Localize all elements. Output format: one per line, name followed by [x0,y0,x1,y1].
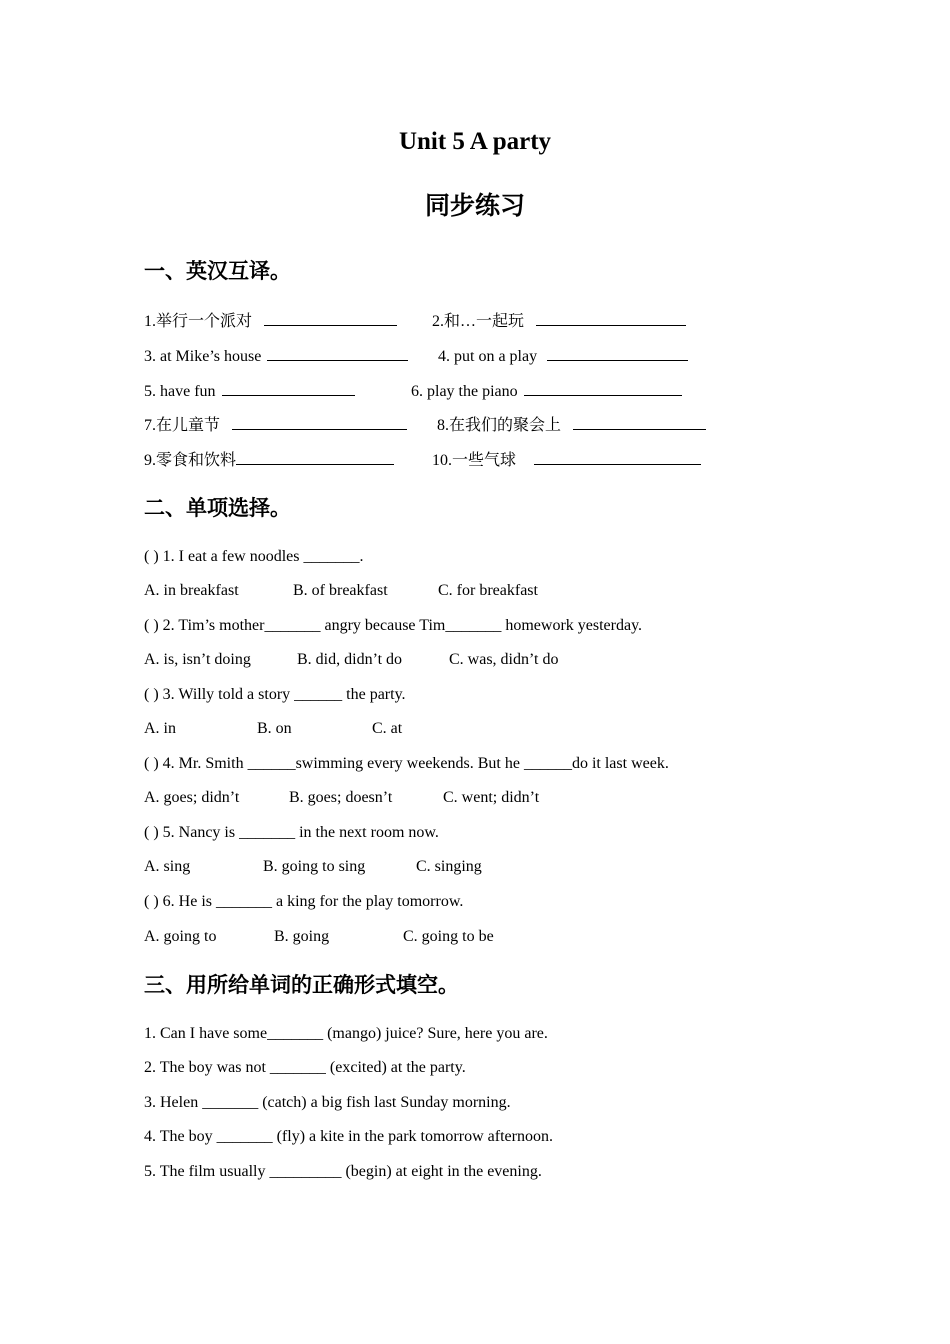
mc-option-2a[interactable]: A. is, isn’t doing [144,651,251,668]
translate-item-1 [144,310,397,332]
section3-heading: 三、用所给单词的正确形式填空。 [144,973,459,997]
page-subtitle: 同步练习 [424,193,525,220]
item-text: 9.零食和饮料 [144,452,237,469]
fill-item-2: 2. The boy was not _______ (excited) at the party. [144,1059,466,1076]
mc-option-5b[interactable]: B. going to sing [263,858,366,875]
answer-blank[interactable] [236,449,394,465]
mc-option-3c[interactable]: C. at [372,720,403,737]
answer-blank[interactable] [547,345,688,361]
item-text: 1.举行一个派对 [144,313,253,330]
mc-option-1c[interactable]: C. for breakfast [438,582,538,599]
answer-blank[interactable] [267,345,408,361]
translate-item-2 [432,310,686,332]
answer-blank[interactable] [573,414,706,430]
translate-item-7 [144,414,407,436]
mc-question-1: ( ) 1. I eat a few noodles _______. [144,548,364,565]
mc-option-2c[interactable]: C. was, didn’t do [449,651,559,668]
mc-option-5a[interactable]: A. sing [144,858,191,875]
item-text: 10.一些气球 [432,452,517,469]
mc-question-5: ( ) 5. Nancy is _______ in the next room now. [144,824,439,841]
fill-item-4: 4. The boy _______ (fly) a kite in the park tomorrow afternoon. [144,1128,553,1145]
answer-blank[interactable] [524,380,682,396]
mc-option-4c[interactable]: C. went; didn’t [443,789,540,806]
mc-question-4: ( ) 4. Mr. Smith ______swimming every weekends. But he ______do it last week. [144,755,669,772]
mc-option-1a[interactable]: A. in breakfast [144,582,239,599]
mc-option-4a[interactable]: A. goes; didn’t [144,789,240,806]
translate-item-9 [144,449,394,471]
section2-heading: 二、单项选择。 [144,496,291,520]
page-title: Unit 5 A party [398,128,552,155]
translate-item-3 [144,345,408,367]
item-text: 4. put on a play [438,348,538,365]
fill-item-1: 1. Can I have some_______ (mango) juice? Sure, here you are. [144,1025,548,1042]
item-text: 2.和…一起玩 [432,313,525,330]
mc-question-3: ( ) 3. Willy told a story ______ the party. [144,686,406,703]
item-text: 5. have fun [144,383,216,400]
fill-item-5: 5. The film usually _________ (begin) at eight in the evening. [144,1163,542,1180]
section1-heading: 一、英汉互译。 [144,259,291,283]
mc-option-6a[interactable]: A. going to [144,928,217,945]
mc-option-5c[interactable]: C. singing [416,858,482,875]
translate-item-6 [411,380,682,402]
item-text: 7.在儿童节 [144,417,221,434]
item-text: 6. play the piano [411,383,518,400]
translate-item-10 [432,449,701,471]
translate-item-8 [437,414,706,436]
answer-blank[interactable] [534,449,701,465]
item-text: 8.在我们的聚会上 [437,417,562,434]
mc-option-2b[interactable]: B. did, didn’t do [297,651,403,668]
mc-question-2: ( ) 2. Tim’s mother_______ angry because Tim_______ homework yesterday. [144,617,643,634]
mc-option-3b[interactable]: B. on [257,720,292,737]
translate-item-4 [438,345,688,367]
mc-option-6b[interactable]: B. going [274,928,330,945]
answer-blank[interactable] [232,414,407,430]
item-text: 3. at Mike’s house [144,348,262,365]
mc-option-4b[interactable]: B. goes; doesn’t [289,789,393,806]
translate-item-5 [144,380,355,402]
answer-blank[interactable] [222,380,355,396]
answer-blank[interactable] [264,310,397,326]
mc-option-6c[interactable]: C. going to be [403,928,494,945]
mc-option-1b[interactable]: B. of breakfast [293,582,388,599]
mc-question-6: ( ) 6. He is _______ a king for the play tomorrow. [144,893,464,910]
mc-option-3a[interactable]: A. in [144,720,176,737]
answer-blank[interactable] [536,310,686,326]
fill-item-3: 3. Helen _______ (catch) a big fish last Sunday morning. [144,1094,511,1111]
